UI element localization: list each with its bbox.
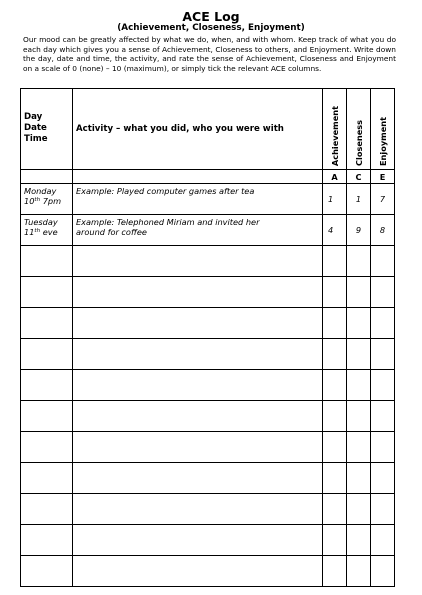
day-header-label: Day bbox=[24, 112, 43, 122]
closeness-header bbox=[347, 89, 371, 170]
a-cell[interactable] bbox=[323, 308, 347, 339]
a-cell[interactable] bbox=[323, 246, 347, 277]
example-time: eve bbox=[42, 227, 58, 237]
log-entry-row bbox=[21, 246, 395, 277]
example-day: Tuesday bbox=[24, 217, 58, 227]
example-date-sup: th bbox=[34, 228, 41, 234]
a-cell[interactable] bbox=[323, 494, 347, 525]
e-cell[interactable] bbox=[371, 494, 395, 525]
intro-paragraph: Our mood can be greatly affected by what we do, when, and with whom. Keep track of what you do each day which gives you a sense of Achievement, Closeness to others, and Enjoyment. Write down the day, date and time, the activity, and rate the sense of Achievement, Closeness and Enjoyment on a scale of 0 (none) – 10 (maximum), or simply tick the relevant ACE columns. bbox=[23, 35, 396, 73]
e-cell[interactable] bbox=[371, 463, 395, 494]
activity-cell[interactable] bbox=[73, 463, 323, 494]
activity-cell[interactable] bbox=[73, 339, 323, 370]
c-cell[interactable] bbox=[347, 494, 371, 525]
activity-cell[interactable] bbox=[73, 556, 323, 587]
a-cell[interactable] bbox=[323, 525, 347, 556]
example-row-1 bbox=[21, 184, 395, 215]
example-c-rating[interactable]: 9 bbox=[347, 215, 371, 246]
example-e-rating[interactable]: 7 bbox=[371, 184, 395, 215]
achievement-header bbox=[323, 89, 347, 170]
c-cell[interactable] bbox=[347, 556, 371, 587]
log-entry-row bbox=[21, 277, 395, 308]
achievement-header-label: Achievement bbox=[329, 105, 340, 166]
date-header-label: Date bbox=[24, 123, 47, 133]
letter-a: A bbox=[323, 170, 347, 184]
example-date bbox=[24, 227, 72, 237]
a-cell[interactable] bbox=[323, 556, 347, 587]
e-cell[interactable] bbox=[371, 308, 395, 339]
a-cell[interactable] bbox=[323, 277, 347, 308]
day-cell[interactable] bbox=[21, 432, 73, 463]
activity-cell[interactable] bbox=[73, 401, 323, 432]
example-day: Monday bbox=[24, 186, 57, 196]
log-entry-row bbox=[21, 308, 395, 339]
example-a-rating[interactable]: 1 bbox=[323, 184, 347, 215]
example-activity-line: Example: Telephoned Miriam and invited her bbox=[76, 217, 260, 227]
c-cell[interactable] bbox=[347, 339, 371, 370]
letter-e: E bbox=[371, 170, 395, 184]
e-cell[interactable] bbox=[371, 277, 395, 308]
e-cell[interactable] bbox=[371, 401, 395, 432]
activity-cell[interactable] bbox=[73, 432, 323, 463]
log-entry-row bbox=[21, 401, 395, 432]
day-cell[interactable] bbox=[21, 556, 73, 587]
c-cell[interactable] bbox=[347, 432, 371, 463]
a-cell[interactable] bbox=[323, 463, 347, 494]
example-e-rating[interactable]: 8 bbox=[371, 215, 395, 246]
log-entry-row bbox=[21, 525, 395, 556]
example-activity-cell[interactable] bbox=[73, 215, 323, 246]
activity-cell[interactable] bbox=[73, 370, 323, 401]
example-date-sup: th bbox=[34, 197, 41, 203]
a-cell[interactable] bbox=[323, 401, 347, 432]
ace-log-table bbox=[20, 88, 395, 587]
a-cell[interactable] bbox=[323, 339, 347, 370]
enjoyment-header bbox=[371, 89, 395, 170]
day-cell[interactable] bbox=[21, 370, 73, 401]
letter-c: C bbox=[347, 170, 371, 184]
example-activity-cell[interactable] bbox=[73, 184, 323, 215]
activity-cell[interactable] bbox=[73, 494, 323, 525]
example-c-rating[interactable]: 1 bbox=[347, 184, 371, 215]
example-time: 7pm bbox=[42, 196, 62, 206]
c-cell[interactable] bbox=[347, 525, 371, 556]
closeness-header-label: Closeness bbox=[353, 120, 364, 166]
page-title: ACE Log bbox=[182, 9, 240, 24]
c-cell[interactable] bbox=[347, 308, 371, 339]
day-cell[interactable] bbox=[21, 463, 73, 494]
day-cell[interactable] bbox=[21, 246, 73, 277]
example-activity-line: around for coffee bbox=[76, 227, 147, 237]
day-cell[interactable] bbox=[21, 525, 73, 556]
example-date-num: 10 bbox=[24, 196, 35, 206]
log-entry-row bbox=[21, 339, 395, 370]
a-cell[interactable] bbox=[323, 432, 347, 463]
e-cell[interactable] bbox=[371, 370, 395, 401]
letter-row bbox=[21, 170, 395, 184]
e-cell[interactable] bbox=[371, 432, 395, 463]
example-date-num: 11 bbox=[24, 227, 35, 237]
example-row-2 bbox=[21, 215, 395, 246]
activity-cell[interactable] bbox=[73, 525, 323, 556]
e-cell[interactable] bbox=[371, 525, 395, 556]
day-cell[interactable] bbox=[21, 308, 73, 339]
day-date-time-header bbox=[21, 89, 73, 170]
activity-cell[interactable] bbox=[73, 277, 323, 308]
letter-spacer-cell bbox=[73, 170, 323, 184]
day-cell[interactable] bbox=[21, 339, 73, 370]
day-cell[interactable] bbox=[21, 277, 73, 308]
c-cell[interactable] bbox=[347, 370, 371, 401]
activity-header: Activity – what you did, who you were with bbox=[73, 89, 323, 170]
c-cell[interactable] bbox=[347, 463, 371, 494]
day-cell[interactable] bbox=[21, 401, 73, 432]
log-entry-row bbox=[21, 432, 395, 463]
activity-cell[interactable] bbox=[73, 246, 323, 277]
example-date bbox=[24, 196, 72, 206]
example-day-cell[interactable] bbox=[21, 215, 73, 246]
page-subtitle: (Achievement, Closeness, Enjoyment) bbox=[117, 23, 305, 33]
e-cell[interactable] bbox=[371, 339, 395, 370]
day-cell[interactable] bbox=[21, 494, 73, 525]
log-entry-row bbox=[21, 494, 395, 525]
example-activity-line: Example: Played computer games after tea bbox=[76, 186, 255, 196]
log-entry-row bbox=[21, 370, 395, 401]
c-cell[interactable] bbox=[347, 277, 371, 308]
e-cell[interactable] bbox=[371, 246, 395, 277]
letter-spacer-cell bbox=[21, 170, 73, 184]
example-a-rating[interactable]: 4 bbox=[323, 215, 347, 246]
a-cell[interactable] bbox=[323, 370, 347, 401]
example-day-cell[interactable] bbox=[21, 184, 73, 215]
e-cell[interactable] bbox=[371, 556, 395, 587]
time-header-label: Time bbox=[24, 134, 48, 144]
activity-cell[interactable] bbox=[73, 308, 323, 339]
c-cell[interactable] bbox=[347, 246, 371, 277]
c-cell[interactable] bbox=[347, 401, 371, 432]
log-entry-row bbox=[21, 556, 395, 587]
log-entry-row bbox=[21, 463, 395, 494]
enjoyment-header-label: Enjoyment bbox=[377, 116, 388, 166]
